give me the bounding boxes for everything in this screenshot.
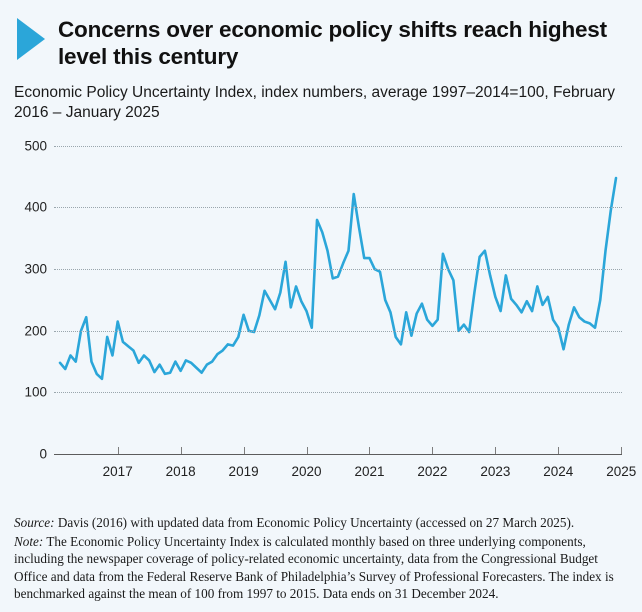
chevron-right-icon: [14, 16, 48, 62]
x-axis-tick: [621, 447, 622, 454]
chart-subtitle: Economic Policy Uncertainty Index, index numbers, average 1997–2014=100, February 2016 – January 2025: [14, 83, 615, 122]
x-axis-tick: [495, 447, 496, 454]
x-axis-tick-label: 2025: [606, 463, 637, 479]
y-axis-tick-label: 300: [24, 261, 47, 277]
y-axis-tick-label: 200: [24, 323, 47, 339]
x-axis-tick-label: 2021: [354, 463, 385, 479]
x-axis-tick: [307, 447, 308, 454]
method-note: [14, 533, 630, 603]
x-axis-tick-label: 2019: [228, 463, 259, 479]
source-text: Davis (2016) with updated data from Economic Policy Uncertainty (accessed on 27 March 2025).: [54, 515, 575, 531]
footnotes: [14, 514, 630, 604]
note-text: The Economic Policy Uncertainty Index is calculated monthly based on three underlying components, including the newspaper coverage of policy-related economic uncertainty, data from the Congressional Budget Office and data from the Federal Reserve Bank of Philadelphia’s Survey of Professional Forecasters. The index is benchmarked against the mean of 100 from 1997 to 2015. Data ends on 31 December 2024.: [14, 533, 614, 602]
x-axis-tick-label: 2023: [480, 463, 511, 479]
line-series: [54, 146, 622, 454]
x-axis-tick: [369, 447, 370, 454]
x-axis-tick: [118, 447, 119, 454]
gridline: [54, 392, 622, 393]
source-note: [14, 514, 630, 532]
chart-container: [14, 136, 637, 496]
x-axis-tick: [181, 447, 182, 454]
chart-plot-area: [24, 138, 637, 479]
gridline: [54, 207, 622, 208]
y-axis-tick-label: 500: [24, 138, 47, 154]
x-axis-tick-label: 2022: [417, 463, 448, 479]
x-axis-line: [54, 454, 622, 455]
gridline: [54, 331, 622, 332]
source-label: Source:: [14, 515, 55, 531]
note-label: Note:: [14, 533, 44, 549]
x-axis-tick-label: 2020: [291, 463, 322, 479]
y-axis-tick-label: 0: [39, 446, 47, 462]
x-axis-tick-label: 2024: [543, 463, 574, 479]
page-title: Concerns over economic policy shifts reach highest level this century: [58, 17, 607, 70]
header: [14, 14, 628, 71]
gridline: [54, 146, 622, 147]
y-axis-tick-label: 400: [24, 199, 47, 215]
x-axis-tick: [432, 447, 433, 454]
y-axis-tick-label: 100: [24, 384, 47, 400]
x-axis-tick-label: 2017: [102, 463, 133, 479]
x-axis-tick: [558, 447, 559, 454]
x-axis-tick: [244, 447, 245, 454]
gridline: [54, 269, 622, 270]
x-axis-tick-label: 2018: [165, 463, 196, 479]
